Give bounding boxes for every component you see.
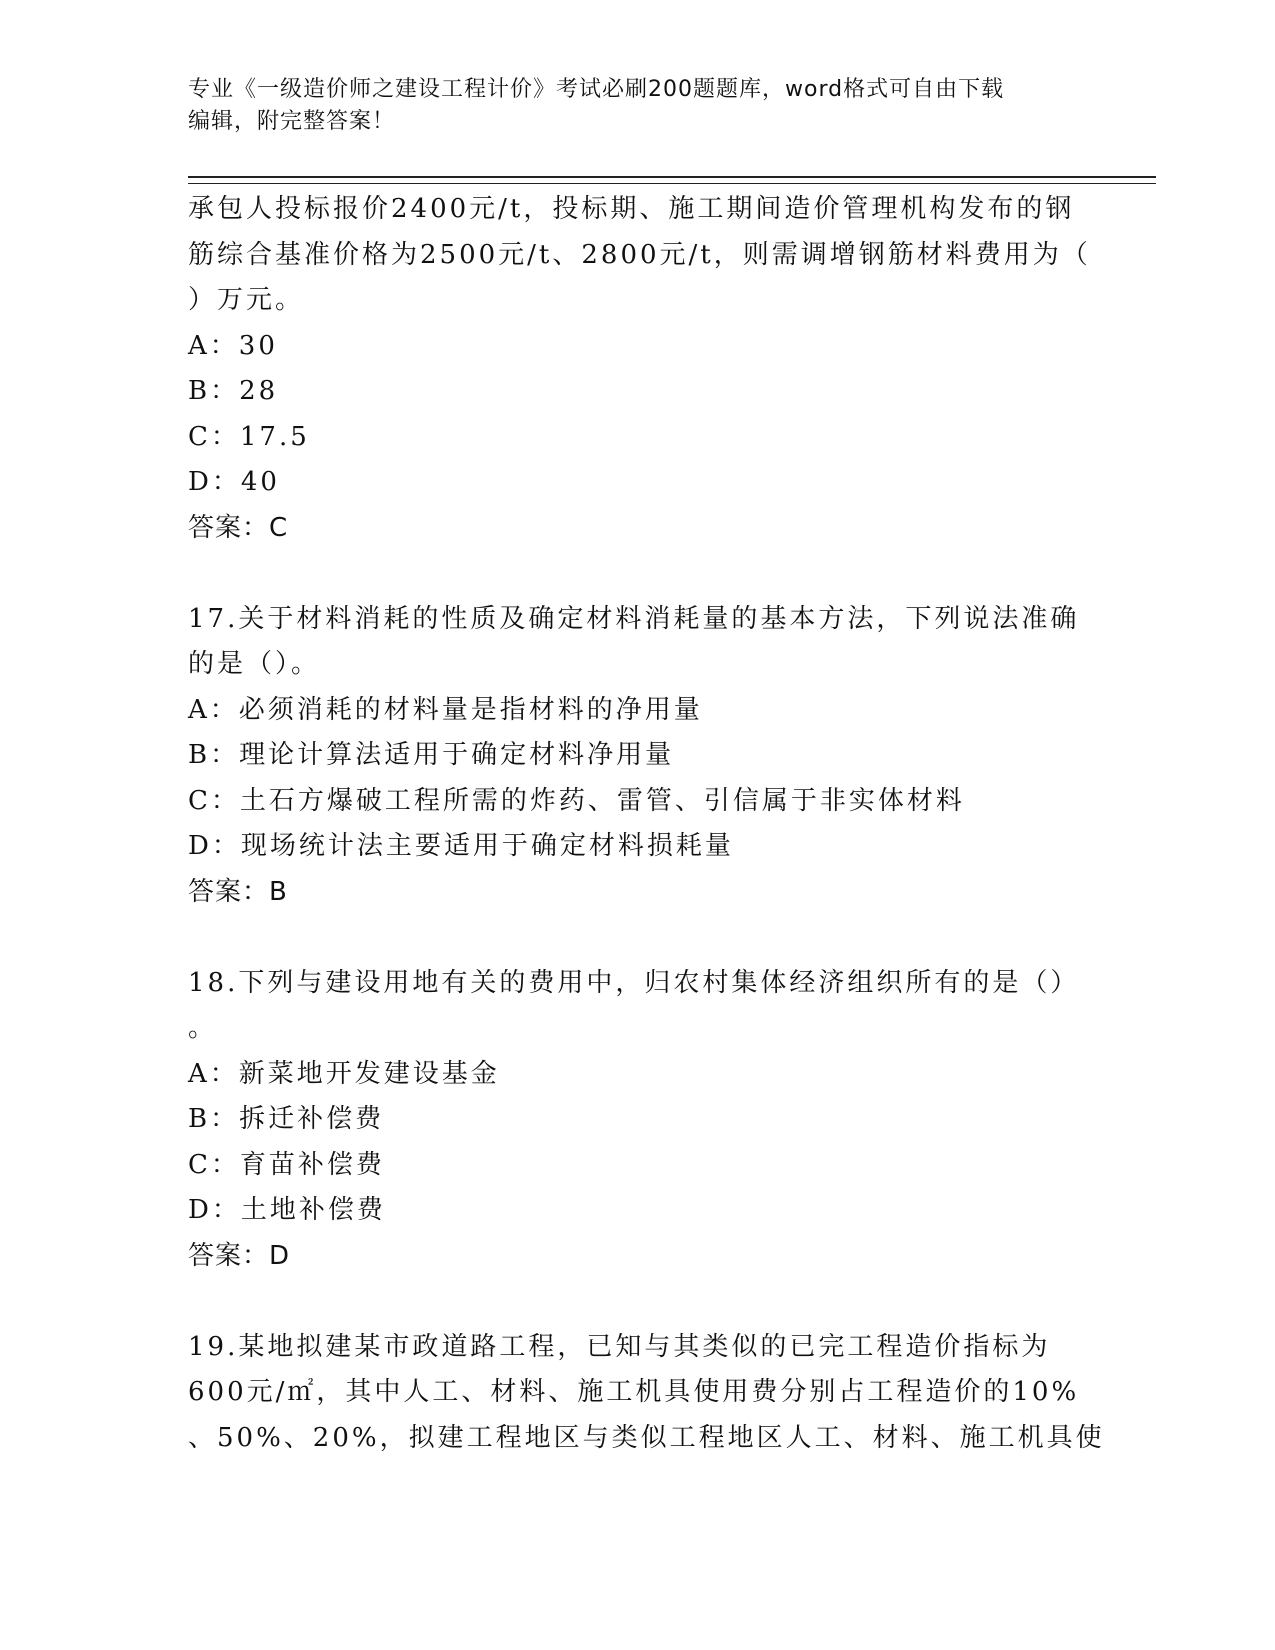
header-divider-thin bbox=[188, 183, 1156, 184]
option-a: A：新菜地开发建设基金 bbox=[188, 1058, 500, 1089]
question-stem-line: 承包人投标报价2400元/t，投标期、施工期间造价管理机构发布的钢 bbox=[188, 194, 1075, 224]
option-c: C：17.5 bbox=[188, 421, 310, 452]
header-divider-thick bbox=[188, 176, 1156, 178]
question-stem-line: 。 bbox=[188, 1013, 218, 1043]
option-c: C：育苗补偿费 bbox=[188, 1149, 385, 1180]
question-16 bbox=[188, 187, 1091, 551]
option-b: B：拆迁补偿费 bbox=[188, 1104, 385, 1134]
question-19 bbox=[188, 1325, 1105, 1462]
question-stem-line: 17.关于材料消耗的性质及确定材料消耗量的基本方法，下列说法准确 bbox=[188, 603, 1080, 634]
option-b: B：28 bbox=[188, 376, 279, 406]
header-line: 编辑，附完整答案！ bbox=[188, 109, 396, 134]
answer-label: 答案：C bbox=[188, 512, 289, 543]
option-d: D：土地补偿费 bbox=[188, 1195, 386, 1225]
answer-label: 答案：D bbox=[188, 1240, 291, 1271]
question-list bbox=[188, 187, 1105, 1461]
header-line: 专业《一级造价师之建设工程计价》考试必刷200题题库，word格式可自由下载 bbox=[188, 77, 1005, 102]
question-stem-line: ）万元。 bbox=[188, 285, 305, 315]
question-stem-line: 、50%、20%，拟建工程地区与类似工程地区人工、材料、施工机具使 bbox=[188, 1422, 1105, 1453]
question-stem-line: 的是（）。 bbox=[188, 649, 321, 679]
question-stem-line: 600元/㎡，其中人工、材料、施工机具使用费分别占工程造价的10% bbox=[188, 1377, 1080, 1407]
option-d: D：40 bbox=[188, 467, 280, 497]
spacer bbox=[188, 551, 1088, 597]
question-stem-line: 18.下列与建设用地有关的费用中，归农村集体经济组织所有的是（） bbox=[188, 967, 1080, 998]
spacer bbox=[188, 915, 1088, 961]
question-18 bbox=[188, 961, 1088, 1280]
option-a: A：必须消耗的材料量是指材料的净用量 bbox=[188, 694, 703, 725]
answer-label: 答案：B bbox=[188, 876, 288, 907]
option-b: B：理论计算法适用于确定材料净用量 bbox=[188, 740, 675, 770]
question-stem-line: 筋综合基准价格为2500元/t、2800元/t，则需调增钢筋材料费用为（ bbox=[188, 239, 1091, 270]
question-stem-line: 19.某地拟建某市政道路工程，已知与其类似的已完工程造价指标为 bbox=[188, 1331, 1051, 1362]
question-17 bbox=[188, 597, 1088, 916]
option-d: D：现场统计法主要适用于确定材料损耗量 bbox=[188, 831, 734, 861]
option-a: A：30 bbox=[188, 330, 278, 361]
option-c: C：土石方爆破工程所需的炸药、雷管、引信属于非实体材料 bbox=[188, 785, 965, 816]
document-header bbox=[188, 74, 1068, 138]
spacer bbox=[188, 1279, 1088, 1325]
